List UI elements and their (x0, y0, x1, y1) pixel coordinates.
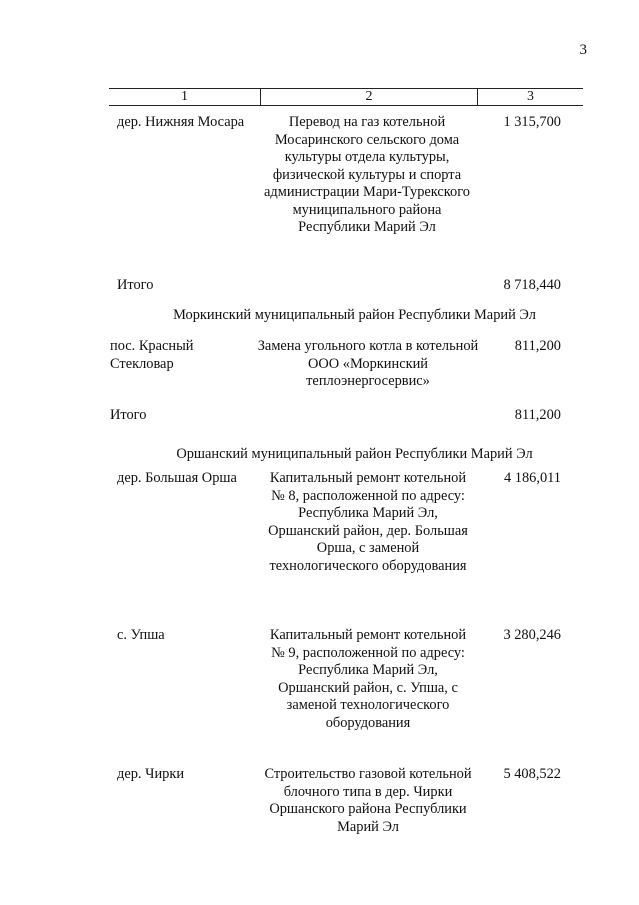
row-amount: 3 280,246 (503, 627, 561, 643)
total-label: Итого (110, 407, 147, 423)
total-amount: 8 718,440 (503, 277, 561, 293)
row-location: с. Упша (117, 627, 165, 643)
header-col-3: 3 (527, 89, 534, 104)
row-amount: 5 408,522 (503, 766, 561, 782)
row-location: дер. Чирки (117, 766, 185, 782)
row-location: дер. Большая Орша (117, 470, 237, 486)
row-location: пос. Красный Стекловар (110, 338, 194, 372)
page-number: 3 (579, 42, 587, 58)
row-description: Капитальный ремонт котельной № 9, расположенной по адресу: Республика Марий Эл, Оршанский район, с. Упша, с заменой технологического оборудования (269, 627, 467, 731)
table-header (109, 88, 583, 106)
row-description: Строительство газовой котельной блочного типа в дер. Чирки Оршанского района Республики Марий Эл (264, 766, 472, 835)
header-col-1: 1 (109, 89, 261, 105)
row-description: Капитальный ремонт котельной № 8, расположенной по адресу: Республика Марий Эл, Оршанский район, дер. Большая Орша, с заменой технологического оборудования (268, 470, 468, 574)
section-heading-orsha: Оршанский муниципальный район Республики Марий Эл (176, 446, 533, 462)
row-amount: 811,200 (514, 338, 561, 354)
row-location: дер. Нижняя Мосара (117, 114, 245, 130)
total-label: Итого (117, 277, 154, 293)
row-amount: 1 315,700 (503, 114, 561, 130)
row-description: Замена угольного котла в котельной ООО «Моркинский теплоэнергосервис» (257, 338, 479, 389)
row-amount: 4 186,011 (503, 470, 561, 486)
section-heading-morki: Моркинский муниципальный район Республики Марий Эл (173, 307, 536, 323)
row-description: Перевод на газ котельной Мосаринского сельского дома культуры отдела культуры, физической культуры и спорта администрации Мари-Турекского муниципального района Республики Марий Эл (264, 114, 470, 235)
total-amount: 811,200 (514, 407, 561, 423)
header-col-2: 2 (261, 89, 478, 105)
